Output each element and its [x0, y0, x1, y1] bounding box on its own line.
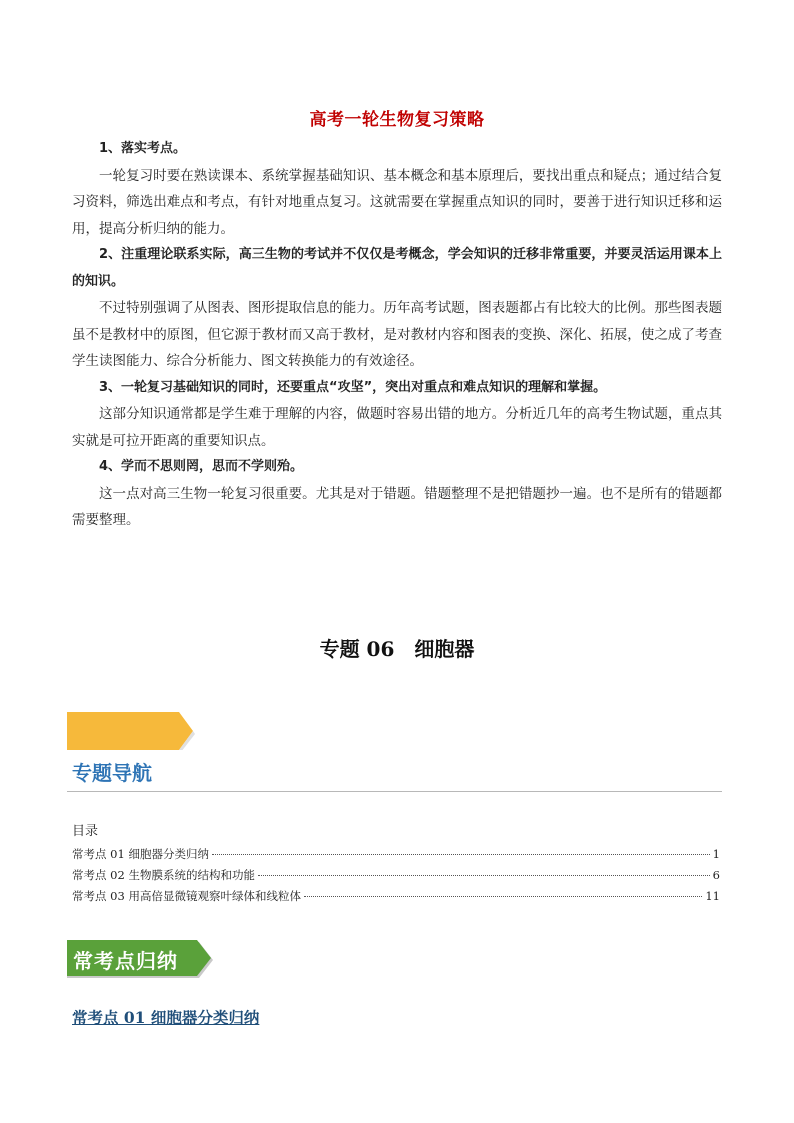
nav-label: 专题导航	[72, 761, 152, 785]
toc-item[interactable]	[72, 888, 720, 909]
strategy-title: 高考一轮生物复习策略	[309, 110, 485, 130]
toc-item-page: 1	[712, 847, 720, 861]
toc-leader	[258, 875, 710, 876]
section-title-link[interactable]: 常考点 01 细胞器分类归纳	[72, 1008, 260, 1027]
point-2-body: 不过特别强调了从图表、图形提取信息的能力。历年高考试题，图表题都占有比较大的比例。那些图表题虽不是教材中的原图，但它源于教材而又高于教材，是对教材内容和图表的变换、深化、拓展，使之成了考查学生读图能力、综合分析能力、图文转换能力的有效途径。	[72, 300, 722, 369]
toc-item-text: 常考点 02 生物膜系统的结构和功能	[72, 868, 255, 882]
toc-item[interactable]	[72, 867, 720, 888]
toc-leader	[304, 896, 702, 897]
point-3-heading: 3、一轮复习基础知识的同时，还要重点“攻坚”，突出对重点和难点知识的理解和掌握。	[99, 379, 607, 395]
toc-heading: 目录	[72, 824, 99, 839]
point-4-body: 这一点对高三生物一轮复习很重要。尤其是对于错题。错题整理不是把错题抄一遍。也不是所有的错题都需要整理。	[72, 485, 722, 528]
point-1-body: 一轮复习时要在熟读课本、系统掌握基础知识、基本概念和基本原理后，要找出重点和疑点；通过结合复习资料，筛选出难点和考点，有针对地重点复习。这就需要在掌握重点知识的同时，要善于进行知识迁移和运用，提高分析归纳的能力。	[72, 167, 722, 237]
toc-leader	[212, 854, 710, 855]
nav-banner-shape	[67, 712, 195, 750]
strategy-body	[72, 136, 722, 534]
point-4-heading: 4、学而不思则罔，思而不学则殆。	[99, 459, 304, 474]
toc-item-text: 常考点 01 细胞器分类归纳	[72, 847, 209, 861]
toc-item[interactable]	[72, 846, 720, 867]
point-3-body: 这部分知识通常都是学生难于理解的内容，做题时容易出错的地方。分析近几年的高考生物试题，重点其实就是可拉开距离的重要知识点。	[72, 406, 722, 449]
toc-item-page: 6	[712, 868, 720, 882]
nav-divider	[67, 791, 722, 792]
category-label: 常考点归纳	[73, 949, 178, 973]
point-2-heading: 2、注重理论联系实际，高三生物的考试并不仅仅是考概念，学会知识的迁移非常重要，并要灵活运用课本上的知识。	[72, 247, 722, 289]
point-1-heading: 1、落实考点。	[99, 141, 187, 156]
topic-title: 专题 06 细胞器	[319, 637, 475, 661]
table-of-contents	[72, 846, 720, 909]
toc-item-text: 常考点 03 用高倍显微镜观察叶绿体和线粒体	[72, 889, 301, 903]
toc-item-page: 11	[705, 889, 720, 903]
